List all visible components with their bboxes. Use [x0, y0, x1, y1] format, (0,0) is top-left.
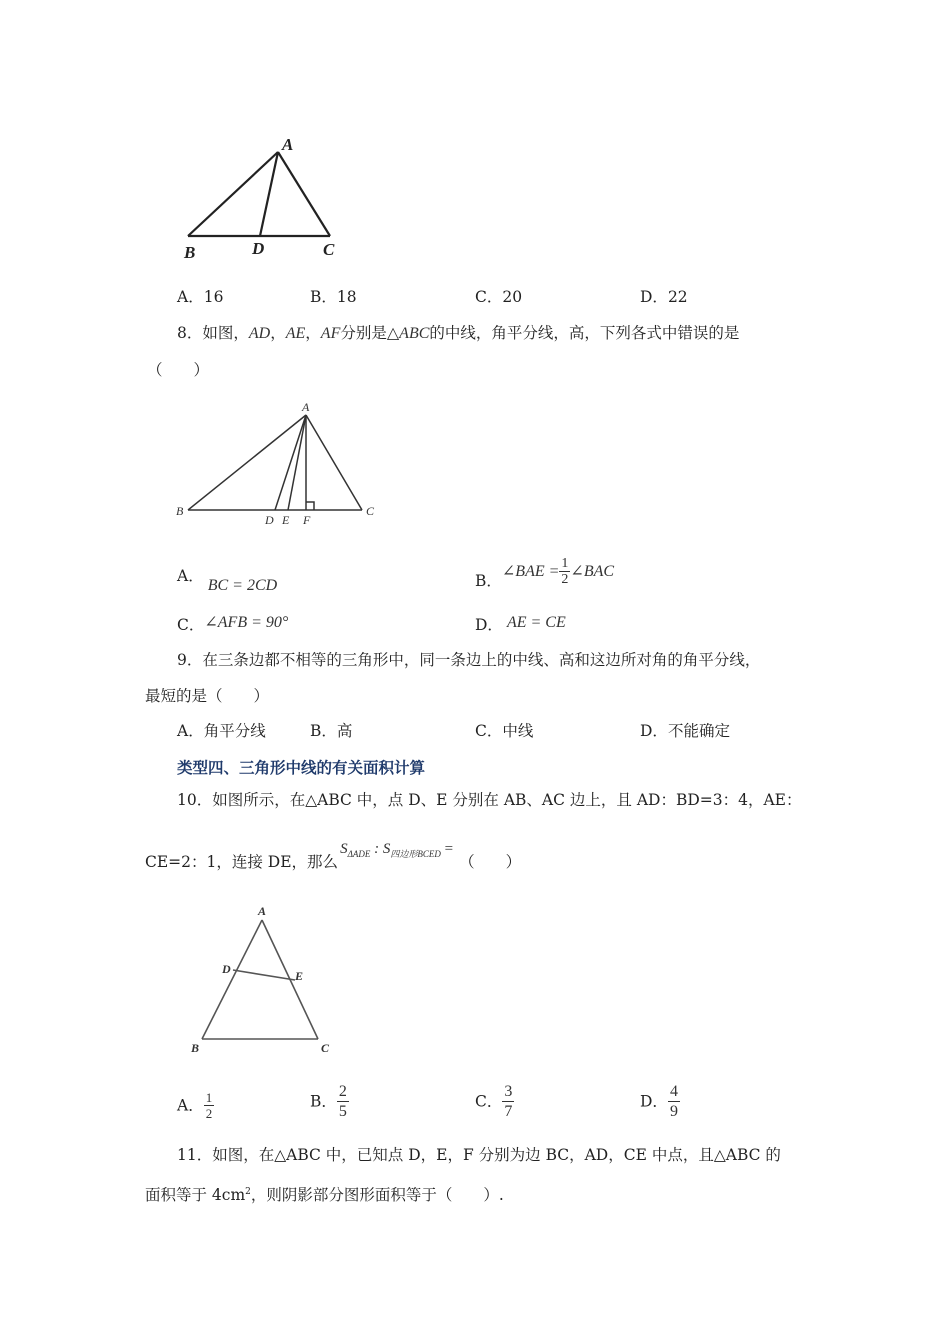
q10-s1: S: [340, 841, 348, 857]
q9-option-a-text: 角平分线: [203, 722, 266, 740]
q7-option-b[interactable]: [310, 287, 357, 307]
q7-option-d[interactable]: [640, 287, 688, 307]
q10-option-b-num: 2: [338, 1083, 347, 1100]
q10-option-b[interactable]: [310, 1082, 349, 1121]
q10-option-c[interactable]: [475, 1082, 514, 1121]
q10-label-d: D: [222, 962, 231, 976]
q10-option-b-letter: B．: [310, 1092, 337, 1111]
q10-option-c-num: 3: [504, 1083, 513, 1100]
q10-option-a[interactable]: [177, 1090, 214, 1121]
q10-label-b: B: [191, 1041, 200, 1055]
q8-text-pre: 如图，: [202, 324, 249, 342]
q7-option-b-letter: B．: [310, 288, 337, 306]
q8-option-d-expr: AE = CE: [506, 614, 566, 631]
q7-option-c-letter: C．: [475, 288, 503, 306]
q8-side-ac: [306, 415, 362, 510]
q10-s2: S: [382, 841, 391, 857]
q8-label-b: B: [176, 504, 184, 518]
q9-option-c-text: 中线: [502, 722, 534, 740]
q9-option-d[interactable]: [640, 721, 730, 741]
q7-option-c[interactable]: [475, 287, 522, 307]
q10-option-d-letter: D．: [640, 1092, 668, 1111]
q9-option-b-letter: B．: [310, 722, 337, 740]
q10-option-a-fraction: [204, 1090, 215, 1121]
q7-option-a-letter: A．: [177, 288, 204, 306]
q11-stem-line1: 11．如图，在△ABC 中，已知点 D，E，F 分别为边 BC，AD，CE 中点，且△ABC 的: [177, 1146, 781, 1164]
q8-triangle-figure: [172, 398, 382, 530]
q10-option-d-fraction: [668, 1082, 680, 1121]
q10-label-a: A: [258, 904, 267, 918]
q10-option-c-letter: C．: [475, 1092, 503, 1111]
q8-option-c-letter: C．: [177, 616, 205, 634]
q8-label-f: F: [303, 513, 311, 527]
q8-option-a[interactable]: [177, 566, 278, 596]
q8-label-d: D: [265, 513, 274, 527]
q10-option-b-fraction: [337, 1082, 349, 1121]
q7-label-b: B: [184, 243, 196, 262]
q9-option-a-letter: A．: [177, 722, 204, 740]
q8-label-a: A: [302, 400, 310, 414]
q10-option-a-letter: A．: [177, 1096, 204, 1115]
q8-side-ab: [188, 415, 306, 510]
q7-option-d-text: 22: [667, 288, 688, 306]
q8-option-d[interactable]: [475, 612, 566, 633]
q11-stem-line2: [145, 1182, 504, 1205]
q8-comma1: ，: [270, 324, 286, 342]
q8-option-a-letter: A．: [177, 567, 204, 585]
q10-paren: （ ）: [459, 853, 522, 871]
q10-option-d-den: 9: [669, 1103, 678, 1120]
q9-stem-line1: 9．在三条边都不相等的三角形中，同一条边上的中线、高和这边所对角的角平分线，: [177, 651, 761, 669]
q8-option-b[interactable]: [475, 552, 614, 592]
q9-option-d-text: 不能确定: [667, 722, 730, 740]
q8-number: 8．: [177, 324, 203, 342]
q8-triangle: △ABC: [386, 325, 430, 342]
q8-option-b-num: 1: [561, 556, 569, 571]
q7-option-d-letter: D．: [640, 288, 668, 306]
q7-option-a[interactable]: [177, 287, 223, 307]
q9-stem-line2: 最短的是（ ）: [145, 687, 270, 705]
q8-stem: [177, 323, 739, 344]
q8-option-d-letter: D．: [475, 616, 503, 634]
q8-comma2: ，: [305, 324, 321, 342]
q7-triangle-figure: [170, 130, 370, 270]
q10-option-c-den: 7: [504, 1103, 513, 1120]
q8-option-b-letter: B．: [475, 571, 502, 590]
q8-label-c: C: [366, 504, 375, 518]
q7-side-ab: [188, 152, 278, 236]
q11-line2-pre: 面积等于 4cm: [145, 1186, 246, 1205]
q10-s1-sub: ΔADE: [347, 849, 371, 859]
q10-option-d[interactable]: [640, 1082, 680, 1121]
q10-line2-pre: CE=2：1，连接 DE，那么: [145, 853, 339, 871]
q7-side-ac: [278, 152, 330, 236]
q10-area-ratio: [340, 841, 453, 857]
q7-option-a-text: 16: [203, 288, 224, 306]
q9-option-c-letter: C．: [475, 722, 503, 740]
q8-option-a-expr: BC = 2CD: [207, 577, 278, 594]
q8-text-post: 的中线，角平分线，高，下列各式中错误的是: [429, 324, 740, 342]
q9-option-b-text: 高: [336, 722, 353, 740]
q10-stem-line2: [145, 838, 521, 874]
q10-option-b-den: 5: [338, 1103, 347, 1120]
q7-option-c-text: 20: [502, 288, 523, 306]
q10-option-a-den: 2: [205, 1106, 213, 1121]
q10-equals: =: [440, 841, 454, 857]
q10-label-e: E: [295, 969, 304, 983]
q8-option-b-left: ∠BAE =: [501, 562, 560, 580]
q10-triangle-figure: [185, 900, 340, 1060]
q7-option-b-text: 18: [336, 288, 357, 306]
q8-af: AF: [320, 325, 341, 342]
q11-line2-post: ，则阴影部分图形面积等于（ ）.: [250, 1186, 504, 1205]
q8-text-mid: 分别是: [340, 324, 387, 342]
q8-paren: （ ）: [147, 361, 210, 379]
q11-line2-sup: 2: [245, 1187, 251, 1197]
q9-option-b[interactable]: [310, 721, 352, 741]
q7-label-c: C: [323, 240, 335, 259]
q9-option-c[interactable]: [475, 721, 533, 741]
q10-s2-sub: 四边形BCED: [390, 849, 441, 859]
q10-side-ab: [202, 920, 262, 1039]
q8-ad: AD: [248, 325, 271, 342]
q10-option-d-num: 4: [669, 1083, 678, 1100]
q10-option-c-fraction: [502, 1082, 514, 1121]
q8-option-b-den: 2: [561, 572, 569, 587]
q7-segment-ad: [260, 152, 278, 236]
q9-option-d-letter: D．: [640, 722, 668, 740]
q8-option-b-fraction: [559, 556, 570, 587]
section-heading: 类型四、三角形中线的有关面积计算: [177, 759, 426, 777]
q10-label-c: C: [321, 1041, 330, 1055]
q8-option-b-right: ∠BAC: [570, 562, 615, 580]
q7-label-d: D: [252, 239, 265, 258]
q8-right-angle-mark: [306, 502, 314, 510]
q8-option-c[interactable]: [177, 612, 288, 633]
q10-option-a-num: 1: [205, 1090, 213, 1105]
q10-stem-line1: 10．如图所示，在△ABC 中，点 D、E 分别在 AB、AC 边上，且 AD：BD=3：4，AE：: [177, 791, 802, 809]
q10-colon: :: [370, 841, 383, 857]
q7-label-a: A: [282, 135, 294, 154]
q8-ae: AE: [285, 325, 306, 342]
q8-label-e: E: [282, 513, 290, 527]
q9-option-a[interactable]: [177, 721, 266, 741]
q8-option-c-expr: ∠AFB = 90°: [204, 614, 289, 631]
